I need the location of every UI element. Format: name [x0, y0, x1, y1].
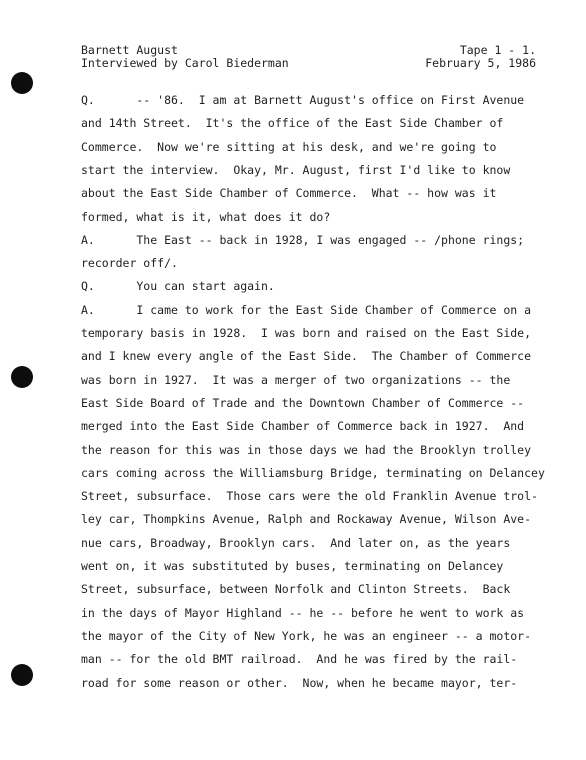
transcript-line: about the East Side Chamber of Commerce. What -- how was it	[81, 186, 497, 201]
transcript-line: in the days of Mayor Highland -- he -- before he went to work as	[81, 605, 525, 620]
transcript-line: cars coming across the Williamsburg Bridge, terminating on Delancey	[81, 465, 545, 480]
interview-date: February 5, 1986	[425, 56, 536, 70]
transcript-line: Street, subsurface, between Norfolk and Clinton Streets. Back	[81, 582, 511, 597]
transcript-line: ley car, Thompkins Avenue, Ralph and Rockaway Avenue, Wilson Ave-	[81, 512, 532, 527]
punch-hole-middle	[11, 366, 33, 388]
transcript-line: and I knew every angle of the East Side. The Chamber of Commerce	[81, 349, 532, 364]
transcript-line: start the interview. Okay, Mr. August, first I'd like to know	[81, 162, 511, 177]
transcript-line: the mayor of the City of New York, he was an engineer -- a motor-	[81, 628, 532, 643]
transcript-line: recorder off/.	[81, 256, 178, 271]
transcript-line: road for some reason or other. Now, when he became mayor, ter-	[81, 675, 518, 690]
transcript-line: went on, it was substituted by buses, terminating on Delancey	[81, 559, 504, 573]
transcript-line: temporary basis in 1928. I was born and raised on the East Side,	[81, 326, 532, 340]
transcript-header	[81, 44, 536, 70]
transcript-line: was born in 1927. It was a merger of two organizations -- the	[81, 372, 511, 387]
transcript-line: Commerce. Now we're sitting at his desk, and we're going to	[81, 139, 497, 154]
transcript-line: Street, subsurface. Those cars were the old Franklin Avenue trol-	[81, 489, 538, 504]
interviewee-name: Barnett August	[81, 43, 178, 57]
transcript-line: merged into the East Side Chamber of Commerce back in 1927. And	[81, 419, 525, 434]
transcript-line: formed, what is it, what does it do?	[81, 209, 331, 224]
punch-hole-bottom	[11, 664, 33, 686]
transcript-line: Q. You can start again.	[81, 279, 275, 294]
transcript-line: Q. -- '86. I am at Barnett August's office on First Avenue	[81, 93, 525, 107]
transcript-line: A. The East -- back in 1928, I was engaged -- /phone rings;	[81, 232, 525, 247]
transcript-line: man -- for the old BMT railroad. And he was fired by the rail-	[81, 652, 518, 667]
transcript-line: A. I came to work for the East Side Chamber of Commerce on a	[81, 302, 532, 317]
transcript-line: East Side Board of Trade and the Downtown Chamber of Commerce --	[81, 395, 525, 410]
punch-hole-top	[11, 72, 33, 94]
interviewer-line: Interviewed by Carol Biederman	[81, 56, 289, 70]
transcript-line: nue cars, Broadway, Brooklyn cars. And later on, as the years	[81, 535, 511, 550]
transcript-line: the reason for this was in those days we had the Brooklyn trolley	[81, 442, 532, 457]
transcript-line: and 14th Street. It's the office of the East Side Chamber of	[81, 116, 504, 131]
tape-number: Tape 1 - 1.	[459, 43, 536, 57]
